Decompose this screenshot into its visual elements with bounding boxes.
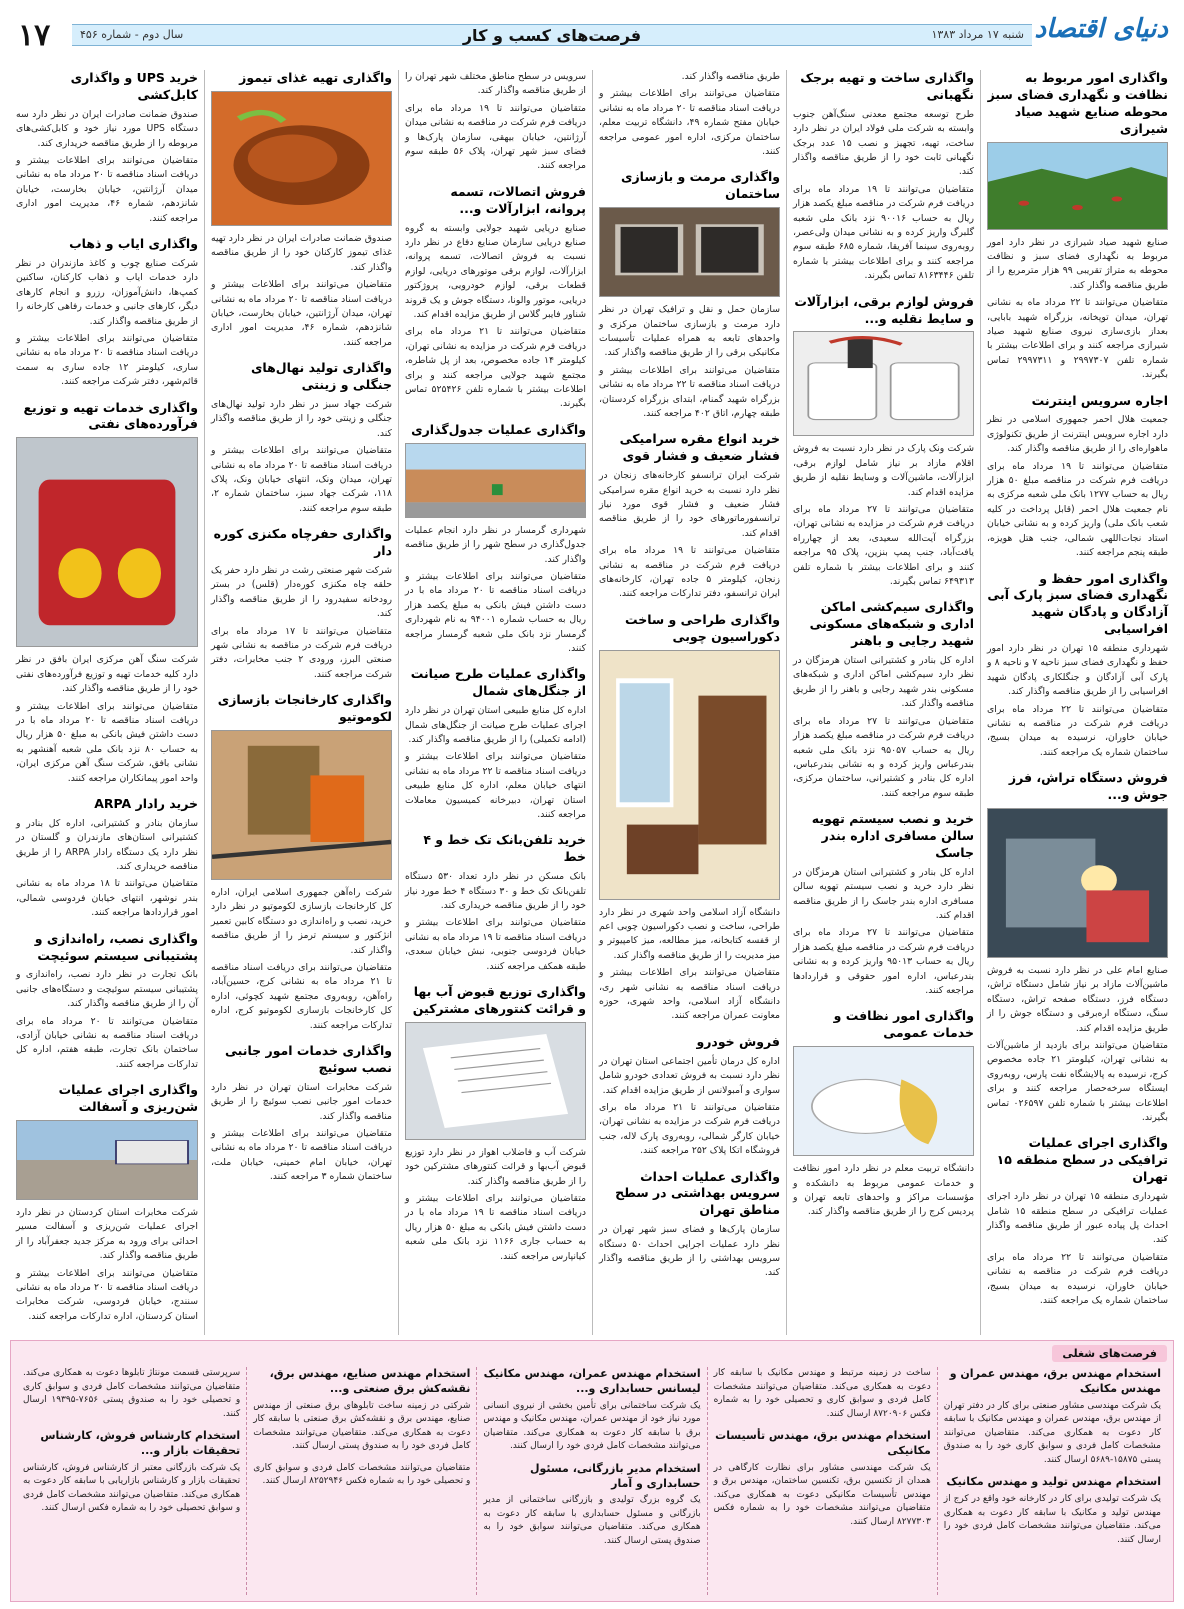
article: [405, 832, 586, 974]
jobs-column-3: [476, 1367, 706, 1595]
article-title: واگذاری نصب، راه‌اندازی و پشتیبانی سیستم سوئیچت: [34, 930, 198, 963]
article-title: واگذاری امور نظافت و خدمات عمومی: [833, 1008, 974, 1041]
job-body: سرپرستی قسمت مونتاژ تابلوها دعوت به همکاری می‌کند. متقاضیان می‌توانند مشخصات کامل فردی و سوابق کاری و تحصیلی خود را به صندوق پستی ۷۶۵۶-۱۹۳۹۵ ارسال کنند.: [22, 1368, 241, 1419]
job-listing: [944, 1367, 1161, 1467]
article: [987, 70, 1168, 383]
article: [599, 70, 780, 159]
article-paragraph: شرکت آب و فاضلاب اهواز در نظر دارد توزیع قبوض آب‌بها و قرائت کنتورهای مشترکین خود را از طریق مناقصه واگذار کند.: [405, 1146, 586, 1187]
jobs-column-2: [707, 1367, 937, 1595]
article-title: واگذاری عملیات احداث سرویس بهداشتی در سطح مناطق تهران: [615, 1168, 780, 1218]
article-title: خرید انواع مقره سرامیکی فشار ضعیف و فشار قوی: [619, 431, 780, 464]
job-title: استخدام مهندس صنایع، مهندس برق، نقشه‌کش برق صنعتی و...: [269, 1367, 471, 1395]
job-listing: [253, 1462, 470, 1489]
article-title: فروش خودرو: [696, 1033, 780, 1049]
article-photo: [987, 142, 1168, 230]
article-paragraph: سازمان حمل و نقل و ترافیک تهران در نظر دارد مرمت و بازسازی ساختمان مرکزی و واحدهای تابعه به همراه عملیات تأسیسات مکانیکی برقی را از طریق مناقصه واگذار کند.: [599, 304, 780, 359]
article-paragraph: متقاضیان می‌توانند تا ۲۷ مرداد ماه برای دریافت فرم شرکت در مزایده به نشانی تهران، بزرگراه آیت‌الله سعیدی، بعد از چهارراه یافت‌آباد، جنب پمپ بنزین، پلاک ۹۵ مراجعه کنند و برای اطلاعات بیشتر با شماره تلفن ۶۴۹۳۱۳ تماس بگیرند.: [793, 504, 974, 588]
article-paragraph: متقاضیان می‌توانند تا ۲۲ مرداد ماه برای دریافت فرم شرکت در مناقصه به نشانی خیابان خاوران، نرسیده به میدان بسیج، ساختمان شماره یک مراجعه کنند.: [987, 1251, 1168, 1306]
article-photo: [211, 730, 392, 880]
jobs-section: [10, 1340, 1174, 1602]
article-paragraph: متقاضیان می‌توانند تا ۱۹ مرداد ماه برای دریافت فرم شرکت در مناقصه مبلغ ۵۰ هزار ریال به حساب ۱۲۷۷ بانک ملی شعبه مرکزی به نام جمعیت هلال احمر (قابل پرداخت در کلیه شعب بانک ملی) واریز کرده و به نشانی خیابان استاد نجات‌اللهی شمالی، جنب هتل هویزه، طبقه پنجم مراجعه کنند.: [987, 460, 1168, 559]
article: [16, 1082, 198, 1324]
job-listing: [483, 1367, 700, 1454]
article-title: واگذاری مرمت و بازسازی ساختمان: [620, 169, 780, 202]
job-title: استخدام مهندس تولید و مهندس مکانیک: [946, 1475, 1161, 1489]
article: [211, 526, 392, 682]
article-paragraph: صنایع دریایی شهید جولایی وابسته به گروه صنایع دریایی سازمان صنایع دفاع در نظر دارد نسبت به فروش اتصالات، تسمه پروانه، ابزارآلات، لوازم برقی موتورهای دریایی، لوازم قطعات برقی، لوازم خودرویی، پروژکتور دریایی، موتور والونا، دستگاه جوش و یک قروند شناور فایبر گلاس از طریق مزایده اقدام کند.: [405, 222, 586, 321]
article-paragraph: اداره کل بنادر و کشتیرانی استان هرمزگان در نظر دارد سیم‌کشی اماکن اداری و شبکه‌های مسکونی بندر شهید رجایی و باهنر را از طریق مناقصه واگذار کند.: [793, 655, 974, 710]
jobs-section-title: فرصت‌های شغلی: [1052, 1345, 1167, 1362]
job-title: استخدام مهندس برق، مهندس تأسیسات مکانیکی: [715, 1429, 931, 1457]
article-title: خرید و نصب سیستم تهویه سالن مسافری اداره بندر جاسک: [811, 811, 974, 860]
article-title: واگذاری خدمات تهیه و توزیع فرآورده‌های نفتی: [23, 399, 198, 432]
article-photo: [16, 1120, 198, 1200]
jobs-grid: [17, 1367, 1167, 1595]
article-paragraph: متقاضیان می‌توانند برای اطلاعات بیشتر و دریافت اسناد مناقصه تا ۲۲ مرداد ماه به نشانی انتهای خیابان معلم، اداره کل منابع طبیعی استان تهران، دبیرخانه کمیسیون معاملات مراجعه کنند.: [405, 751, 586, 820]
article-paragraph: شرکت ونک پارک در نظر دارد نسبت به فروش اقلام مازاد بر نیاز شامل لوازم برقی، ابزارآلات، ماشین‌آلات و وسایط نقلیه از طریق مزایده اقدام کند.: [793, 443, 974, 498]
article: [793, 1008, 974, 1219]
article-paragraph: متقاضیان می‌توانند برای اطلاعات بیشتر و دریافت اسناد مناقصه تا ۲۰ مرداد ماه به نشانی خیابان مفتح شماره ۴۹، دانشگاه تربیت معلم، ساختمان مرکزی، اداره امور عمومی مراجعه کنند.: [599, 88, 780, 158]
article: [987, 571, 1168, 761]
article-paragraph: سازمان پارک‌ها و فضای سبز شهر تهران در نظر دارد عملیات اجرایی احداث ۵۰ دستگاه سرویس بهداشتی را از طریق مناقصه واگذار کند.: [599, 1224, 780, 1279]
job-listing: [23, 1367, 240, 1421]
article-paragraph: متقاضیان می‌توانند برای اطلاعات بیشتر و دریافت اسناد مناقصه تا ۲۰ مرداد ماه به نشانی تهران، خیابان امام خمینی، خیابان ملت، ساختمان شماره ۳ مراجعه کنند.: [211, 1127, 392, 1183]
article-photo: [211, 91, 392, 226]
article-paragraph: شرکت شهر صنعتی رشت در نظر دارد حفر یک حلقه چاه مکنزی کوره‌دار (قلس) در بستر رودخانه سفیدرود را از طریق مناقصه واگذار کند.: [211, 564, 392, 620]
article-paragraph: متقاضیان می‌توانند برای اطلاعات بیشتر و دریافت اسناد مناقصه تا ۲۰ مرداد ماه به نشانی میدان آرژانتین، خیابان بخارست، خیابان شانزدهم، شماره ۴۶، مدیریت امور اداری مراجعه کنند.: [16, 154, 198, 224]
article-paragraph: متقاضیان می‌توانند تا ۱۹ مرداد ماه برای دریافت فرم شرکت در مناقصه مبلغ یکصد هزار ریال به حساب ۹۰۰۱۶ نزد بانک ملی شعبه گلبرگ واریز کرده و به نشانی میدان ولی‌عصر، روبه‌روی سینما آفریقا، شماره ۶۸۵ طبقه سوم مراجعه کنند و برای اطلاعات بیشتر با شماره تلفن ۸۱۶۳۴۴۶ تماس بگیرند.: [793, 183, 975, 282]
job-title: استخدام مهندس عمران، مهندس مکانیک لیسانس حسابداری و...: [483, 1367, 701, 1395]
job-listing: [253, 1367, 470, 1454]
article-paragraph: اداره کل بنادر و کشتیرانی استان هرمزگان در نظر دارد خرید و نصب سیستم تهویه سالن مسافری اداره بندر جاسک را از طریق مناقصه اقدام کند.: [793, 866, 974, 921]
article: [211, 70, 392, 350]
article-title: فروش لوازم برقی، ابزارآلات و سایط نقلیه و...: [794, 293, 974, 326]
article-paragraph: شهرداری منطقه ۱۵ تهران در نظر دارد اجرای عملیات ترافیکی در سطح منطقه ۱۵ شامل احداث پل پیاده عبور از طریق مناقصه واگذار کند.: [987, 1191, 1168, 1246]
jobs-column-1: [937, 1367, 1167, 1595]
job-listing: [714, 1367, 931, 1421]
article-paragraph: متقاضیان می‌توانند برای اطلاعات بیشتر و دریافت اسناد مناقصه تا ۱۹ مرداد ماه به نشانی خیابان فردوسی جنوبی، نبش خیابان سعدی، طبقه همکف مراجعه کنند.: [405, 917, 586, 972]
article-title: واگذاری امور حفظ و نگهداری فضای سبز پارک آبی آزادگان و پادگان شهید افراسیابی: [987, 570, 1168, 637]
article-paragraph: متقاضیان می‌توانند برای اطلاعات بیشتر و دریافت اسناد مناقصه تا ۲۰ مرداد ماه به نشانی تهران، میدان ونک، انتهای خیابان ونک، پلاک ۱۱۸، شرکت جهاد سبز، ساختمان شماره ۲، طبقه سوم مراجعه کنند.: [211, 445, 392, 514]
article-photo: [405, 1022, 586, 1140]
column-6: [10, 70, 204, 1335]
article-paragraph: متقاضیان می‌توانند برای اطلاعات بیشتر و دریافت اسناد مناقصه تا ۱۹ مرداد ماه با در دست داشتن فیش بانکی به مبلغ ۵۰ هزار ریال به حساب جاری ۱۱۶۶ نزد بانک ملی شعبه کیانپارس مراجعه کنند.: [405, 1192, 586, 1262]
article-paragraph: متقاضیان می‌توانند تا ۲۲ مرداد ماه به نشانی تهران، میدان توپخانه، بزرگراه شهید بابایی، بعداز بازی‌سازی نیروی صنایع شهید صیاد شیرازی مراجعه کنند و برای اطلاعات بیشتر با شماره تلفن ۲۹۹۷۳۰۷ و ۲۹۹۷۳۱۱ تماس بگیرند.: [987, 297, 1168, 381]
article: [987, 393, 1168, 561]
article-photo: [987, 808, 1168, 958]
job-body: یک شرکت بازرگانی معتبر از کارشناس فروش، کارشناس تحقیقات بازار و کارشناس بازاریابی با سابقه کار دعوت به همکاری می‌کند. متقاضیان می‌توانند مشخصات کامل فردی و سوابق تحصیلی خود را به شماره فکس ارسال کنند.: [22, 1462, 241, 1514]
article-paragraph: متقاضیان می‌توانند برای اطلاعات بیشتر و دریافت اسناد مناقصه تا ۲۰ مرداد ماه به نشانی سنندج، خیابان فردوسی، شرکت مخابرات استان کردستان، اداره تدارکات مراجعه کنند.: [16, 1267, 198, 1322]
article-paragraph: متقاضیان می‌توانند تا ۲۲ مرداد ماه برای دریافت فرم شرکت در مناقصه به نشانی خیابان خاوران، نرسیده به میدان بسیج، ساختمان شماره یک مراجعه کنند.: [987, 703, 1168, 758]
article: [405, 984, 586, 1264]
article-paragraph: شرکت ایران ترانسفو کارخانه‌های زنجان در نظر دارد نسبت به خرید انواع مقره سرامیکی فشار ضعیف و فشار قوی مورد نیاز ترانسفورماتورهای خود را از طریق مناقصه اقدام کند.: [599, 470, 780, 539]
article-paragraph: شرکت مخابرات استان کردستان در نظر دارد اجرای عملیات شن‌ریزی و آسفالت مسیر احداثی برای ورود به مرکز جدید جعفرآباد را از طریق مناقصه واگذار کند.: [16, 1207, 198, 1262]
article: [599, 1034, 780, 1159]
article-paragraph: بانک مسکن در نظر دارد تعداد ۵۳۰ دستگاه تلفن‌بانک تک خط و ۳۰ دستگاه ۴ خط مورد نیاز خود را از طریق مناقصه خریداری کند.: [405, 871, 586, 911]
article: [405, 70, 586, 174]
article-paragraph: متقاضیان می‌توانند تا ۲۱ مرداد ماه برای دریافت فرم شرکت در مزایده به نشانی تهران، کیلومتر ۱۴ جاده مخصوص، بعد از پل شاطره، مجتمع شهید جولایی مراجعه کنند و برای اطلاعات بیشتر با شماره تلفن ۵۲۵۴۲۶ تماس بگیرند.: [405, 326, 587, 410]
article-paragraph: متقاضیان می‌توانند تا ۱۹ مرداد ماه برای دریافت فرم شرکت در مناقصه به نشانی زنجان، کیلومتر ۵ جاده تهران، کارخانه‌های ایران ترانسفو، دفتر تدارکات مراجعه کنند.: [599, 545, 780, 600]
article-paragraph: شرکت سنگ آهن مرکزی ایران بافق در نظر دارد کلیه خدمات تهیه و توزیع فرآورده‌های نفتی خود را از طریق مناقصه واگذار کند.: [16, 654, 198, 695]
article-title: واگذاری توزیع قبوض آب بها و قرائت کنتورهای مشترکین: [412, 984, 586, 1016]
article: [405, 184, 586, 412]
article-paragraph: متقاضیان می‌توانند برای اطلاعات بیشتر و دریافت اسناد مناقصه تا ۲۰ مرداد ماه به نشانی ساری، کیلومتر ۱۲ جاده ساری به سمت قائم‌شهر، دفتر شرکت مراجعه کنند.: [16, 332, 199, 388]
article: [16, 236, 198, 390]
article: [599, 169, 780, 421]
article-paragraph: متقاضیان می‌توانند برای اطلاعات بیشتر و دریافت اسناد مناقصه تا ۲۰ مرداد ماه با در دست داشتن فیش بانکی به مبلغ یکصد هزار ریال به حساب شماره ۹۴۰۰۱ به نام شهرداری گرمسار نزد بانک ملی شعبه گرمسار مراجعه کنند.: [405, 570, 587, 654]
issue-number: سال دوم - شماره ۴۵۶: [80, 28, 184, 41]
article-title: واگذاری خدمات امور جانبی نصب سوئیچ: [225, 1042, 392, 1075]
job-body: یک شرکت مهندسی مشاور برای نظارت کارگاهی در همدان از تکنسین برق، تکنسین ساختمان، مهندس برق و مهندس تأسیسات مکانیکی دعوت به همکاری می‌کند. متقاضیان می‌توانند مشخصات خود را به شماره فکس ۸۲۷۷۳۰۳ ارسال کنند.: [713, 1462, 931, 1527]
article-photo: [16, 437, 198, 647]
article-paragraph: متقاضیان می‌توانند تا ۱۹ مرداد ماه برای دریافت فرم شرکت در مناقصه به نشانی میدان آرژانتین، خیابان بیهقی، سازمان پارک‌ها و فضای سبز شهر تهران، پلاک ۵۶ طبقه سوم مراجعه کنند.: [405, 102, 586, 172]
article-paragraph: متقاضیان می‌توانند برای اطلاعات بیشتر و دریافت اسناد مناقصه تا ۲۰ مرداد ماه با در دست داشتن فیش بانکی به مبلغ ۵۰ هزار ریال به حساب ۸۰ نزد بانک ملی شعبه آهنشهر به نشانی بافق، شرکت سنگ آهن مرکزی ایران، واحد امور پیمانکاران مراجعه کنند.: [16, 700, 198, 784]
article-paragraph: شرکت صنایع چوب و کاغذ مازندران در نظر دارد خدمات ایاب و ذهاب کارکنان، ساکنین کمپ‌ها، دانش‌آموزان، رزرو و انجام کارهای دیگر، کارهای جانبی و خدمات رفاهی کارخانه را از طریق مناقصه واگذار کند.: [16, 257, 198, 327]
article-title: واگذاری سیم‌کشی اماکن اداری و شبکه‌های مسکونی شهید رجایی و باهنر: [809, 599, 974, 649]
article-photo: [793, 1046, 974, 1156]
article-title: واگذاری کارخانجات بازسازی لکوموتیو: [217, 692, 392, 724]
article-title: واگذاری تولید نهال‌های جنگلی و زینتی: [250, 360, 392, 392]
job-body: یک گروه بزرگ تولیدی و بازرگانی ساختمانی از مدیر بازرگانی و مسئول حسابداری با سابقه کار دعوت به همکاری می‌کند. متقاضیان می‌توانند سوابق خود را به صندوق پستی ارسال کنند.: [483, 1495, 701, 1546]
job-body: شرکتی در زمینه ساخت تابلوهای برق صنعتی از مهندس صنایع، مهندس برق و نقشه‌کش برق صنعتی با سابقه کار دعوت به همکاری می‌کند. متقاضیان می‌توانند مشخصات کامل فردی خود را به صندوق پستی ارسال کنند.: [253, 1400, 471, 1452]
job-body: یک شرکت تولیدی برای کار در کارخانه خود واقع در کرج از مهندس تولید و مکانیک با سابقه کار دعوت به همکاری می‌کند. متقاضیان می‌توانند مشخصات کامل فردی خود را ارسال کنند.: [943, 1494, 1161, 1545]
job-body: متقاضیان می‌توانند مشخصات کامل فردی و سوابق کاری و تحصیلی خود را به شماره فکس ۸۲۵۲۹۴۶ ارسال کنند.: [253, 1462, 471, 1487]
article-paragraph: شرکت جهاد سبز در نظر دارد تولید نهال‌های جنگلی و زینتی خود را از طریق مناقصه واگذار کند.: [211, 398, 392, 439]
article-title: خرید رادار ARPA: [94, 795, 198, 811]
article: [987, 770, 1168, 1125]
issue-date: شنبه ۱۷ مرداد ۱۳۸۳: [931, 28, 1024, 41]
article-paragraph: دانشگاه تربیت معلم در نظر دارد امور نظافت و خدمات عمومی مربوط به دانشکده و مؤسسات مراکز و واحدهای تابعه تهران و پردیس کرج را از طریق مناقصه واگذار کند.: [793, 1163, 974, 1218]
article-paragraph: صندوق ضمانت صادرات ایران در نظر دارد سه دستگاه UPS مورد نیاز خود و کابل‌کشی‌های مربوطه را از طریق مناقصه خریداری کند.: [16, 108, 199, 149]
article-title: واگذاری تهیه غذای تیموز: [239, 70, 392, 85]
article: [211, 1043, 392, 1185]
article: [793, 294, 974, 590]
job-listing: [944, 1475, 1161, 1547]
article-paragraph: طریق مناقصه واگذار کند.: [681, 71, 780, 82]
article-paragraph: شرکت مخابرات استان تهران در نظر دارد خدمات امور جانبی نصب سوئیچ را از طریق مناقصه واگذار کند.: [211, 1081, 392, 1122]
article: [16, 70, 198, 226]
article: [405, 666, 586, 822]
article-paragraph: صندوق ضمانت صادرات ایران در نظر دارد تهیه غذای تیموز کارکنان خود را از طریق مناقصه واگذار کند.: [211, 232, 392, 273]
column-4: [398, 70, 592, 1335]
article-paragraph: دانشگاه آزاد اسلامی واحد شهری در نظر دارد طراحی، ساخت و نصب دکوراسیون چوبی اعم از قفسه کتابخانه، میز مطالعه، میز کامپیوتر و میز مدیریت را از طریق مناقصه واگذار کند.: [599, 906, 780, 961]
job-title: استخدام کارشناس فروش، کارشناس تحقیقات بازار و...: [40, 1429, 241, 1457]
article-paragraph: شهرداری گرمسار در نظر دارد انجام عملیات جدول‌گذاری در سطح شهر را از طریق مناقصه واگذار کند.: [405, 524, 586, 565]
article-photo: [405, 443, 586, 518]
column-5: [204, 70, 398, 1335]
article: [793, 70, 974, 284]
article-paragraph: متقاضیان می‌توانند تا ۱۸ مرداد ماه به نشانی بندر نوشهر، انتهای خیابان فردوسی شمالی، امور قراردادها مراجعه کنند.: [16, 878, 198, 919]
article-title: فروش اتصالات، تسمه پروانه، ابزارآلات و...: [450, 183, 586, 216]
article-paragraph: بانک تجارت در نظر دارد نصب، راه‌اندازی و پشتیبانی سیستم سوئیچت و دستگاه‌های جانبی آن را از طریق مناقصه واگذار کند.: [16, 969, 198, 1010]
column-1: [980, 70, 1174, 1335]
article-photo: [599, 207, 780, 297]
article-columns: [10, 70, 1174, 1335]
article-title: واگذاری امور مربوط به نظافت و نگهداری فضای سبز محوطه صنایع شهید صیاد شیرازی: [987, 70, 1168, 136]
article-paragraph: صنایع شهید صیاد شیرازی در نظر دارد امور مربوط به نگهداری فضای سبز و نظافت محوطه به متراژ تقریبی ۹۹ هزار مترمربع را از طریق مناقصه واگذار کند.: [987, 236, 1168, 291]
job-listing: [483, 1462, 700, 1549]
article-paragraph: سرویس در سطح مناطق مختلف شهر تهران را از طریق مناقصه واگذار کند.: [405, 71, 586, 97]
jobs-column-4: [246, 1367, 476, 1595]
article-paragraph: متقاضیان می‌توانند برای اطلاعات بیشتر و دریافت اسناد مناقصه تا ۲۲ مرداد ماه به نشانی بزرگراه شهید گمنام، ابتدای بزرگراه کردستان، طبقه چهارم، اتاق ۴۰۲ مراجعه کنند.: [599, 364, 780, 420]
article-title: خرید UPS و واگذاری کابل‌کشی: [70, 70, 198, 102]
article: [211, 692, 392, 1033]
column-3: [592, 70, 786, 1335]
article-title: واگذاری اجرای عملیات ترافیکی در سطح منطقه ۱۵ تهران: [996, 1135, 1168, 1185]
article-paragraph: متقاضیان می‌توانند تا ۱۷ مرداد ماه برای دریافت فرم شرکت در مناقصه به نشانی شهر صنعتی البرز، ورودی ۲ جنب مخابرات، دفتر شرکت مراجعه کنند.: [211, 625, 392, 680]
article-paragraph: شرکت راه‌آهن جمهوری اسلامی ایران، اداره کل کارخانجات بازسازی لکوموتیو در نظر دارد خرید، نصب و راه‌اندازی دو دستگاه کابین تعمیر انژکتور و سیستم ترمز را از طریق مناقصه واگذار کند.: [211, 886, 392, 956]
header-band: [72, 24, 1032, 46]
article-photo: [599, 650, 780, 900]
article-title: واگذاری اجرای عملیات شن‌ریزی و آسفالت: [58, 1082, 198, 1115]
article: [211, 360, 392, 516]
article: [599, 612, 780, 1024]
article-title: واگذاری حفرچاه مکنزی کوره دار: [213, 526, 392, 558]
article-paragraph: متقاضیان می‌توانند برای اطلاعات بیشتر و دریافت اسناد مناقصه به نشانی شهر ری، دانشگاه آزاد اسلامی، واحد شهری، حوزه معاونت عمران مراجعه کنند.: [599, 967, 780, 1022]
job-body: ساخت در زمینه مرتبط و مهندس مکانیک با سابقه کار دعوت به همکاری می‌کند. متقاضیان می‌توانند مشخصات کامل فردی و سوابق کاری و تحصیلی خود را به شماره فکس ۸۷۲۰۹۰۶ ارسال کنند.: [713, 1368, 931, 1419]
article: [16, 931, 198, 1073]
article-paragraph: سازمان بنادر و کشتیرانی، اداره کل بنادر و کشتیرانی استان‌های مازندران و گلستان در نظر دارد یک دستگاه رادار ARPA را از طریق مناقصه خریداری کند.: [16, 817, 198, 873]
article-paragraph: متقاضیان می‌توانند برای دریافت اسناد مناقصه تا ۲۱ مرداد ماه به نشانی کرج، حسین‌آباد، راه‌آهن، روبه‌روی مجتمع شهید کچوئی، اداره کل کارخانجات بازسازی لکوموتیو کرج، اداره تدارکات مراجعه کنند.: [211, 961, 392, 1031]
article: [793, 811, 974, 998]
article-paragraph: صنایع امام علی در نظر دارد نسبت به فروش ماشین‌آلات مازاد بر نیاز شامل دستگاه تراش، دستگاه فرز، دستگاه صفحه تراش، دستگاه سنگ، دستگاه اره‌برقی و دستگاه جوش را از طریق مزایده اقدام کند.: [987, 965, 1168, 1034]
jobs-column-5: [17, 1367, 246, 1595]
article-title: اجاره سرویس اینترنت: [1031, 392, 1168, 408]
article-paragraph: متقاضیان می‌توانند برای اطلاعات بیشتر و دریافت اسناد مناقصه تا ۲۰ مرداد ماه به نشانی تهران، میدان آرژانتین، خیابان بخارست، خیابان شانزدهم، شماره ۴۶، مدیریت امور اداری مراجعه کنند.: [211, 279, 392, 348]
article-title: خرید تلفن‌بانک تک خط و ۴ خط: [423, 832, 586, 865]
article-paragraph: جمعیت هلال احمر جمهوری اسلامی در نظر دارد اجاره سرویس اینترنت از طریق تکنولوژی ماهواره‌ای را از طریق مناقصه واگذار کند.: [987, 414, 1168, 455]
job-title: استخدام مدیر بازرگانی، مسئول حسابداری و آمار: [529, 1461, 701, 1490]
article: [16, 400, 198, 786]
article-paragraph: متقاضیان می‌توانند تا ۲۷ مرداد ماه برای دریافت فرم شرکت در مناقصه مبلغ یکصد هزار ریال به حساب ۹۵۰۵۷ نزد بانک ملی شعبه بندرعباس واریز کرده و به نشانی بندرعباس، اداره کل بنادر و کشتیرانی، ساختمان مرکزی، طبقه سوم مراجعه کنند.: [793, 715, 974, 799]
article-paragraph: متقاضیان می‌توانند تا ۲۱ مرداد ماه برای دریافت فرم شرکت در مزایده به نشانی تهران، خیابان کارگر شمالی، روبه‌روی پارک لاله، جنب فروشگاه اتکا پلاک ۲۵۲ مراجعه کنند.: [599, 1101, 780, 1157]
column-2: [786, 70, 980, 1335]
job-listing: [23, 1429, 240, 1516]
article-paragraph: اداره کل درمان تأمین اجتماعی استان تهران در نظر دارد نسبت به فروش تعدادی خودرو شامل سواری و آمبولانس از طریق مزایده اقدام کند.: [599, 1055, 780, 1096]
article: [16, 796, 198, 921]
page-number: ۱۷: [18, 19, 51, 52]
page-header: [10, 14, 1174, 58]
article-title: واگذاری عملیات جدول‌گذاری: [411, 421, 586, 437]
article-title: واگذاری ساخت و تهیه برجک نگهبانی: [800, 70, 974, 102]
article-paragraph: متقاضیان می‌توانند تا ۲۷ مرداد ماه برای دریافت فرم شرکت در مناقصه مبلغ یکصد هزار ریال به حساب ۹۵۰۱۳ واریز کرده و به نشانی بندرعباس، اداره امور حقوقی و قراردادها مراجعه کنند.: [793, 927, 975, 996]
article-paragraph: متقاضیان می‌توانند تا ۲۰ مرداد ماه برای دریافت اسناد مناقصه به نشانی خیابان آزادی، ساختمان بانک تجارت، طبقه هفتم، اداره کل تدارکات مراجعه کنند.: [16, 1015, 198, 1070]
article: [987, 1135, 1168, 1308]
article-paragraph: شهرداری منطقه ۱۵ تهران در نظر دارد امور حفظ و نگهداری فضای سبز ناحیه ۷ و ناحیه ۸ و پارک آبی آزادگان و جنگلکاری پادگان شهید افراسیابی را از طریق مناقصه واگذار کند.: [987, 643, 1169, 698]
article-paragraph: طرح توسعه مجتمع معدنی سنگ‌آهن جنوب وابسته به شرکت ملی فولاد ایران در نظر دارد ساخت، تهیه، تجهیز و نصب ۱۵ عدد برجک نگهبانی ثابت خود را از طریق مناقصه واگذار کند.: [793, 108, 975, 178]
article: [599, 431, 780, 601]
article-title: واگذاری عملیات طرح صیانت از جنگل‌های شمال: [410, 666, 586, 699]
article-title: فروش دستگاه تراش، فرز جوش و...: [1008, 770, 1168, 803]
article-photo: [793, 331, 974, 436]
section-title: فرصت‌های کسب و کار: [462, 26, 642, 45]
job-listing: [714, 1429, 931, 1529]
job-body: یک شرکت ساختمانی برای تأمین بخشی از نیروی انسانی مورد نیاز خود از مهندس عمران، مهندس مکانیک و مهندس برق با سابقه کار دعوت به همکاری می‌کند. متقاضیان می‌توانند مشخصات کامل فردی خود را ارسال کنند.: [483, 1400, 701, 1452]
newspaper-logo: دنیای اقتصاد: [1034, 14, 1168, 44]
article: [793, 599, 974, 801]
article: [599, 1169, 780, 1281]
job-body: یک شرکت مهندسی مشاور صنعتی برای کار در دفتر تهران از مهندس برق، مهندس عمران و مهندس مکانیک با سابقه کار دعوت به همکاری می‌کند. متقاضیان می‌توانند مشخصات کامل فردی و سوابق کاری خود را به صندوق پستی ۱۵۸۷۵-۵۶۸۹ ارسال کنند.: [943, 1400, 1161, 1465]
article-paragraph: متقاضیان می‌توانند برای بازدید از ماشین‌آلات به نشانی تهران، کیلومتر ۲۱ جاده مخصوص کرج، نرسیده به پالایشگاه نفت پارس، روبه‌روی ایستگاه سرخه‌حصار مراجعه کنند و برای اطلاعات بیشتر با شماره تلفن ۰۲۶۵۹۷ تماس بگیرند.: [987, 1040, 1168, 1124]
article-paragraph: اداره کل منابع طبیعی استان تهران در نظر دارد اجرای عملیات طرح صیانت از جنگل‌های شمال (ادامه تکمیلی) را از طریق مناقصه واگذار کند.: [405, 705, 586, 745]
article: [405, 422, 586, 657]
article-title: واگذاری طراحی و ساخت دکوراسیون چوبی: [624, 611, 780, 644]
article-title: واگذاری ایاب و ذهاب: [69, 236, 198, 251]
job-title: استخدام مهندس برق، مهندس عمران و مهندس مکانیک: [949, 1367, 1161, 1395]
